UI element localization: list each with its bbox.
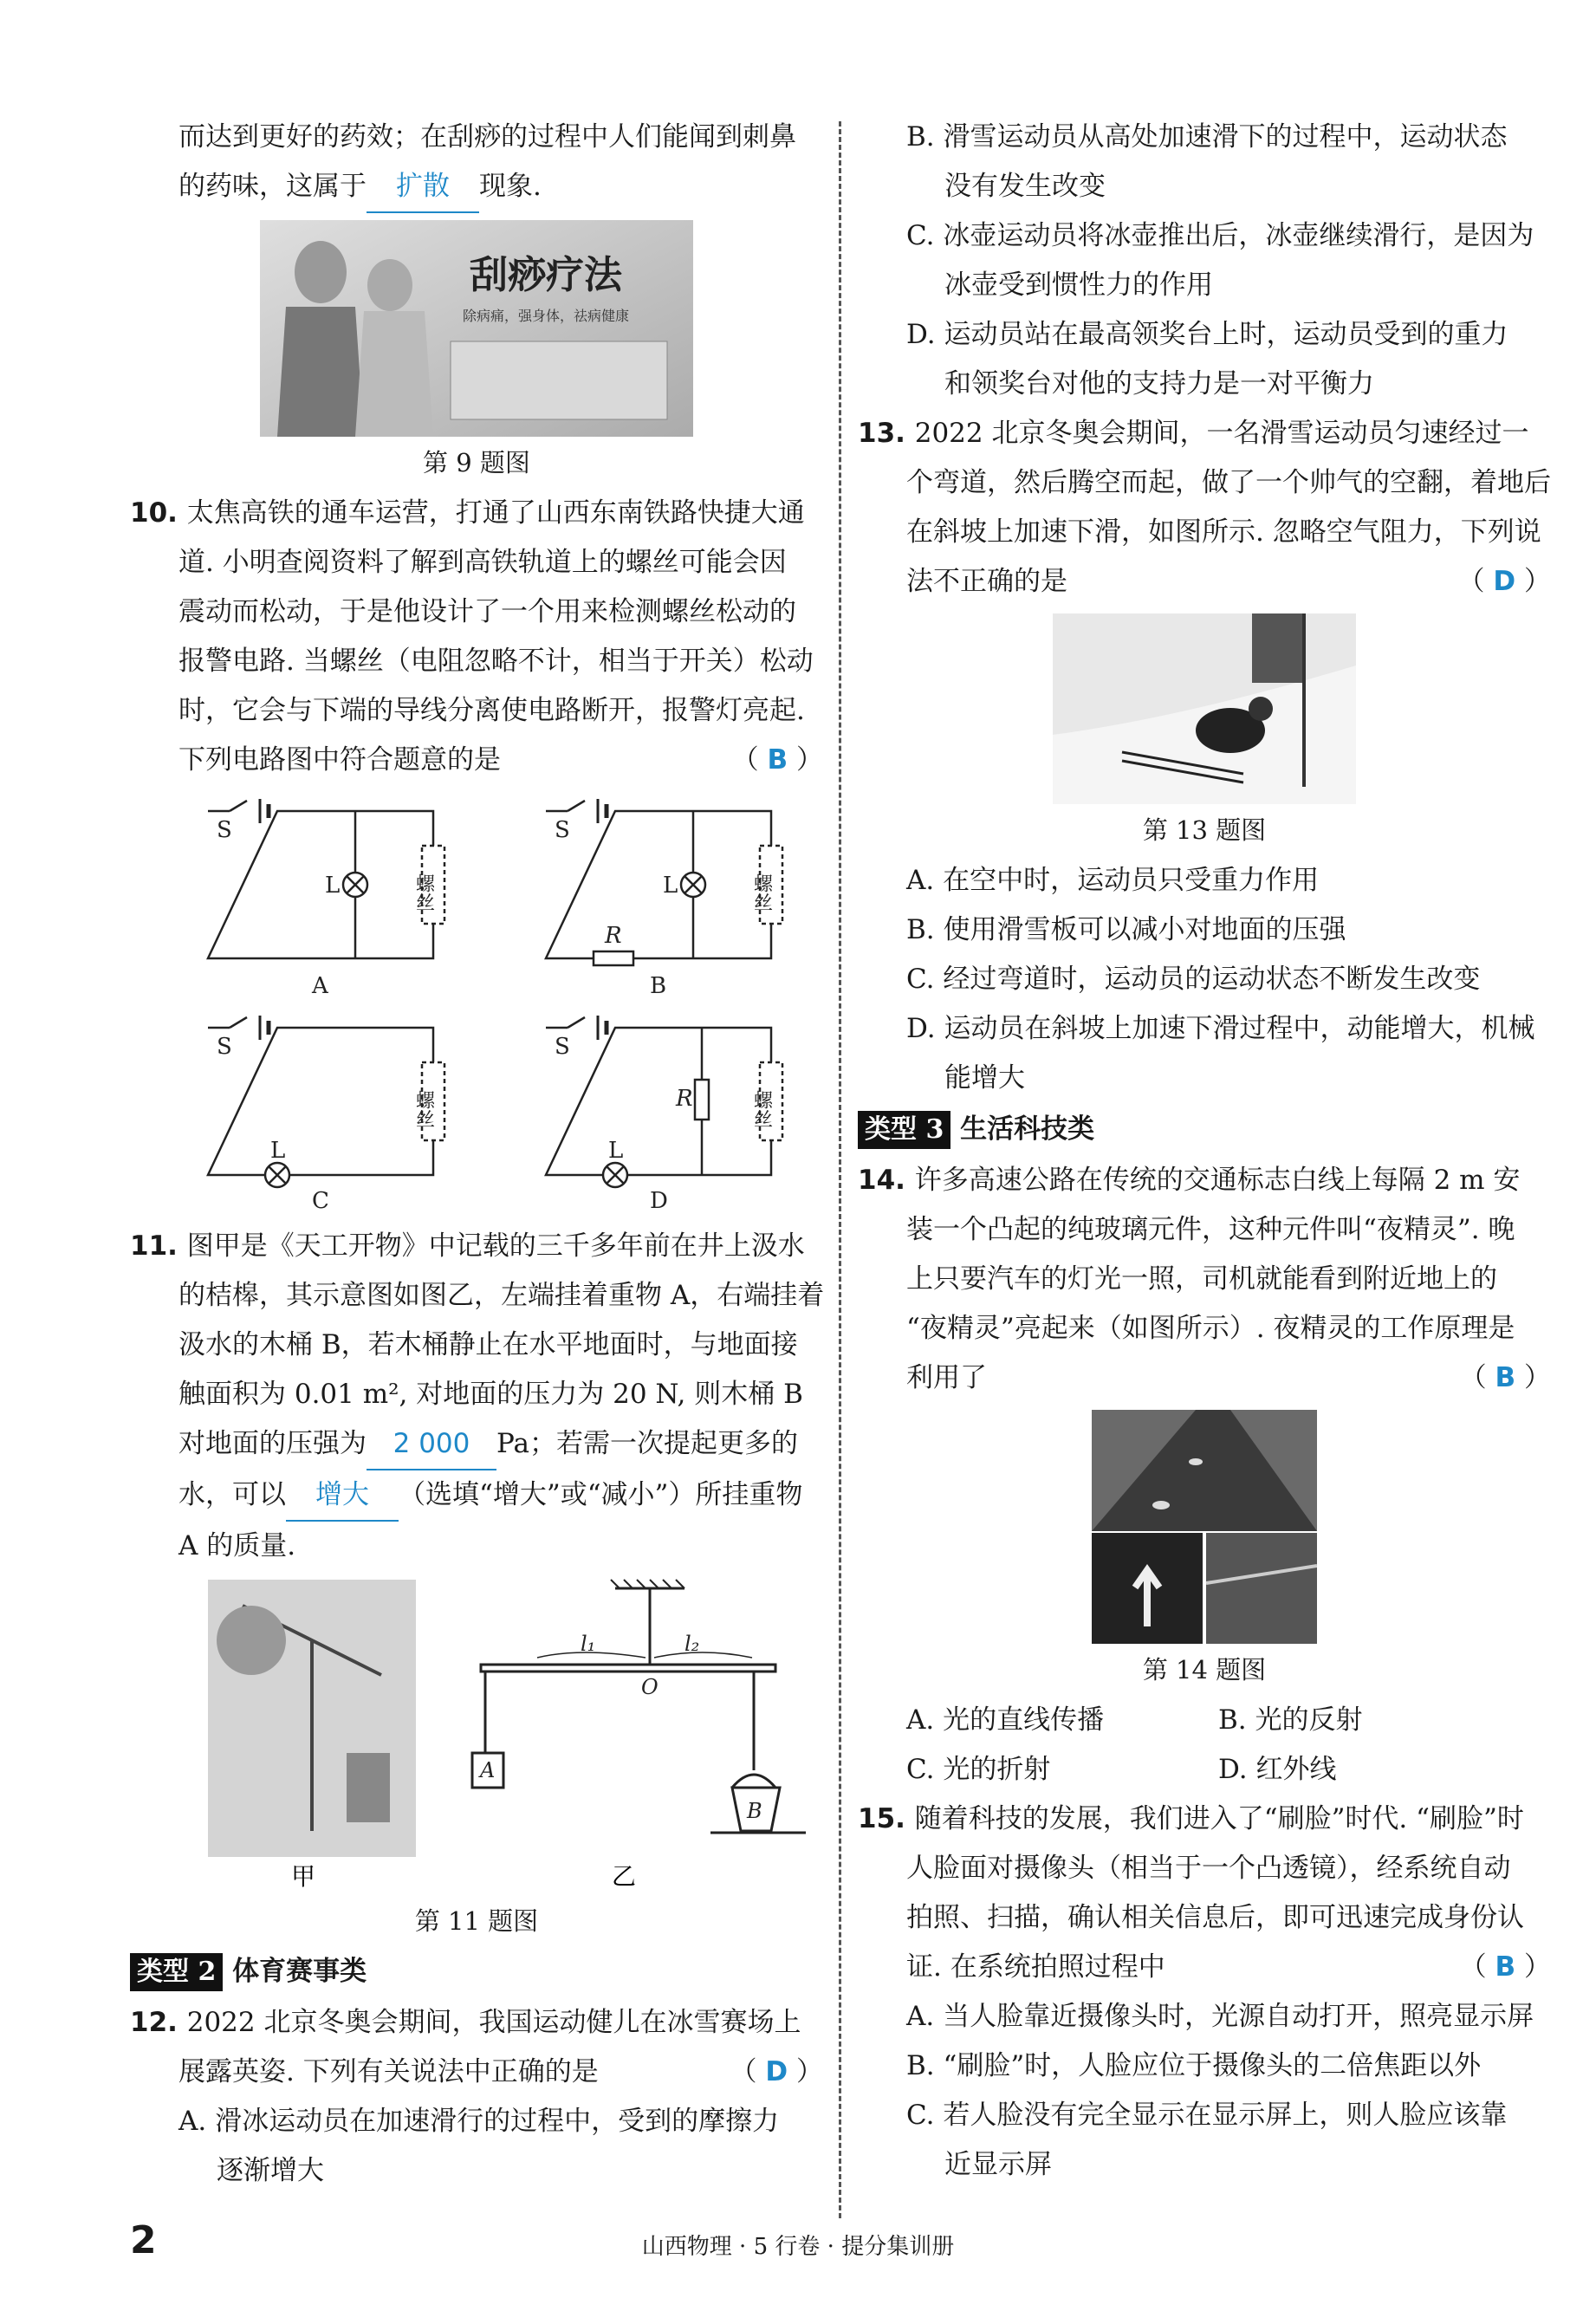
q12-line: 12. 2022 北京冬奥会期间，我国运动健儿在冰雪赛场上 — [130, 2007, 801, 2038]
q14-option-d: D. 红外线 — [1218, 1754, 1337, 1785]
q15-option-b: B. “刷脸”时，人脸应位于摄像头的二倍焦距以外 — [906, 2050, 1482, 2081]
q11-text-7: A 的质量. — [178, 1530, 296, 1561]
q14-answer: （ B ） — [1459, 1362, 1551, 1393]
figure-patient-head — [367, 259, 412, 311]
q11-figure — [130, 1571, 823, 1892]
circuit-c-switch-label: S — [217, 1034, 232, 1060]
q15-option-c: C. 若人脸没有完全显示在显示屏上，则人脸应该靠 — [906, 2100, 1508, 2131]
section-type-3 — [858, 1105, 1551, 1154]
q13-option-c: C. 经过弯道时，运动员的运动状态不断发生改变 — [906, 964, 1481, 995]
q13-text-4: 法不正确的是 （ D ） — [858, 557, 1551, 607]
q13-answer: （ D ） — [1457, 566, 1551, 597]
right-column — [858, 113, 1551, 2190]
left-column — [130, 113, 823, 2196]
q15-line: 15. 随着科技的发展，我们进入了“刷脸”时代. “刷脸”时 — [858, 1803, 1524, 1834]
q12-option-d-cont: 和领奖台对他的支持力是一对平衡力 — [944, 368, 1374, 399]
q15-text-4: 证. 在系统拍照过程中 （ B ） — [858, 1943, 1551, 1992]
circuit-d-switch-label: S — [555, 1034, 570, 1060]
circuit-d — [546, 1016, 782, 1187]
q14-text-5: 利用了 （ B ） — [858, 1354, 1551, 1403]
q9-answer-blank: 扩散 — [367, 162, 479, 213]
q13-option-d: D. 运动员在斜坡上加速下滑过程中，动能增大，机械 — [906, 1013, 1535, 1044]
q13-option-a: A. 在空中时，运动员只受重力作用 — [906, 865, 1320, 896]
q12-option-d: D. 运动员站在最高领奖台上时，运动员受到的重力 — [906, 319, 1508, 350]
q14-options-row-2 — [858, 1745, 1551, 1795]
q13-line: 13. 2022 北京冬奥会期间，一名滑雪运动员匀速经过一 — [858, 418, 1529, 449]
circuit-d-option: D — [650, 1188, 668, 1210]
q15-option-c-cont: 近显示屏 — [944, 2149, 1052, 2180]
q9-line2-pre: 的药味，这属于 — [178, 171, 367, 202]
q10-text-3: 震动而松动，于是他设计了一个用来检测螺丝松动的 — [178, 596, 796, 627]
q11-text-6: 水，可以 增大 （选填“增大”或“减小”）所挂重物 — [130, 1470, 823, 1522]
q9-line2 — [130, 162, 823, 213]
q13-skier-photo — [1053, 613, 1356, 804]
q15-number: 15 — [858, 1803, 896, 1834]
q14-option-a: A. 光的直线传播 — [906, 1704, 1105, 1736]
q11-pivot-label: O — [641, 1675, 659, 1699]
section-type-2 — [130, 1947, 823, 1996]
figure-text-block — [451, 341, 667, 419]
q11-text-3: 汲水的木桶 B，若木桶静止在水平地面时，与地面接 — [178, 1329, 798, 1360]
q11-line: 11. 图甲是《天工开物》中记载的三千多年前在井上汲水 — [130, 1230, 805, 1262]
circuit-d-resistor-label: R — [676, 1086, 693, 1112]
q11-jia-caption: 甲 — [290, 1862, 316, 1891]
q13-text-2: 个弯道，然后腾空而起，做了一个帅气的空翻，着地后 — [906, 467, 1551, 498]
circuit-b-option: B — [650, 973, 667, 999]
q10-text-4: 报警电路. 当螺丝（电阻忽略不计，相当于开关）松动 — [178, 646, 814, 677]
q15-text-2: 人脸面对摄像头（相当于一个凸透镜），经系统自动 — [906, 1853, 1511, 1884]
q9-line1: 而达到更好的药效；在刮痧的过程中人们能闻到刺鼻 — [178, 121, 796, 153]
figure-person-head — [295, 241, 347, 303]
circuit-c-option: C — [312, 1188, 329, 1210]
q9-figure-subtitle: 除病痛，强身体，祛病健康 — [462, 308, 630, 324]
gate-flag — [1252, 613, 1304, 683]
q9-caption: 第 9 题图 — [423, 448, 530, 477]
q12-option-b-cont: 没有发生改变 — [944, 171, 1106, 202]
q11-weight-a-label: A — [480, 1758, 496, 1782]
circuit-b-screw-label: 螺丝 — [750, 873, 773, 912]
q10-text-5: 时，它会与下端的导线分离使电路断开，报警灯亮起. — [178, 695, 805, 726]
q11-l1-label: l₁ — [581, 1632, 596, 1656]
section-3-badge: 类型 3 — [858, 1111, 950, 1149]
q14-options-row-1 — [858, 1696, 1551, 1745]
q11-caption: 第 11 题图 — [414, 1906, 539, 1936]
footer-title: 山西物理 · 5 行卷 · 提分集训册 — [641, 2234, 955, 2260]
circuit-b-lamp-label: L — [663, 873, 678, 899]
section-3-title: 生活科技类 — [960, 1113, 1095, 1145]
q15-text-3: 拍照、扫描，确认相关信息后，即可迅速完成身份认 — [906, 1902, 1524, 1933]
q11-answer-blank-2: 增大 — [286, 1470, 399, 1522]
circuit-b-switch-label: S — [555, 817, 570, 843]
q12-option-b: B. 滑雪运动员从高处加速滑下的过程中，运动状态 — [906, 121, 1508, 153]
q14-option-c: C. 光的折射 — [906, 1754, 1051, 1785]
q10-answer: （ B ） — [731, 744, 823, 776]
q12-number: 12 — [130, 2007, 168, 2038]
q14-text-4: “夜精灵”亮起来（如图所示）. 夜精灵的工作原理是 — [906, 1313, 1515, 1344]
circuit-a-switch-label: S — [217, 817, 232, 843]
q10-circuit-diagrams — [130, 794, 823, 1210]
q13-option-b: B. 使用滑雪板可以减小对地面的压强 — [906, 914, 1346, 945]
q10-line: 10. 太焦高铁的通车运营，打通了山西东南铁路快捷大通 — [130, 497, 805, 529]
q13-number: 13 — [858, 418, 896, 449]
q11-answer-blank-1: 2 000 — [367, 1419, 496, 1470]
q14-road-photo — [1092, 1410, 1317, 1644]
q14-text-3: 上只要汽车的灯光一照，司机就能看到附近地上的 — [906, 1263, 1497, 1295]
q11-number: 11 — [130, 1230, 168, 1262]
q10-text-1: 太焦高铁的通车运营，打通了山西东南铁路快捷大通 — [186, 497, 805, 529]
figure-person-body — [277, 307, 364, 437]
q10-text-2: 道. 小明查阅资料了解到高铁轨道上的螺丝可能会因 — [178, 547, 787, 578]
q14-option-b: B. 光的反射 — [1218, 1704, 1363, 1736]
q13-option-d-cont: 能增大 — [944, 1062, 1025, 1094]
q14-number: 14 — [858, 1165, 896, 1196]
q12-option-a: A. 滑冰运动员在加速滑行的过程中，受到的摩擦力 — [178, 2106, 780, 2137]
q12-option-c-cont: 冰壶受到惯性力的作用 — [944, 269, 1213, 301]
q11-yi-caption: 乙 — [611, 1862, 637, 1891]
circuit-b-resistor-label: R — [605, 923, 622, 949]
q10-number: 10 — [130, 497, 168, 529]
page-number: 2 — [130, 2218, 157, 2262]
figure-patient-back — [355, 311, 433, 437]
q12-option-c: C. 冰壶运动员将冰壶推出后，冰壶继续滑行，是因为 — [906, 220, 1534, 251]
q11-text-5: 对地面的压强为 2 000 Pa；若需一次提起更多的 — [130, 1419, 823, 1470]
q12-option-a-cont: 逐渐增大 — [217, 2155, 324, 2186]
circuit-c-screw-label: 螺丝 — [412, 1090, 435, 1128]
section-2-badge: 类型 2 — [130, 1953, 223, 1991]
q12-answer: （ D ） — [730, 2056, 823, 2087]
q14-caption: 第 14 题图 — [1142, 1655, 1267, 1685]
q9-figure — [260, 220, 693, 437]
q14-line: 14. 许多高速公路在传统的交通标志白线上每隔 2 m 安 — [858, 1165, 1521, 1196]
circuit-a-option: A — [312, 973, 328, 999]
q12-text-2: 展露英姿. 下列有关说法中正确的是 （ D ） — [130, 2048, 823, 2097]
column-divider — [839, 121, 841, 2218]
q9-figure-title: 刮痧疗法 — [470, 253, 622, 297]
q15-answer: （ B ） — [1459, 1951, 1551, 1983]
circuit-a-lamp-label: L — [325, 873, 341, 899]
q15-option-a: A. 当人脸靠近摄像头时，光源自动打开，照亮显示屏 — [906, 2001, 1534, 2032]
circuit-c-lamp-label: L — [270, 1138, 286, 1164]
q10-text-6: 下列电路图中符合题意的是 （ B ） — [130, 736, 823, 785]
section-2-title: 体育赛事类 — [232, 1956, 367, 1987]
q11-l2-label: l₂ — [684, 1632, 700, 1656]
q11-text-4: 触面积为 0.01 m², 对地面的压力为 20 N, 则木桶 B — [178, 1379, 803, 1410]
q14-text-2: 装一个凸起的纯玻璃元件，这种元件叫“夜精灵”. 晚 — [906, 1214, 1515, 1245]
q9-line2-post: 现象. — [479, 171, 542, 202]
circuit-d-lamp-label: L — [608, 1138, 624, 1164]
circuit-a-screw-label: 螺丝 — [412, 873, 435, 912]
q11-bucket-b-label: B — [747, 1799, 762, 1823]
circuit-d-screw-label: 螺丝 — [750, 1090, 773, 1128]
q13-caption: 第 13 题图 — [1142, 815, 1267, 845]
q13-text-3: 在斜坡上加速下滑，如图所示. 忽略空气阻力，下列说 — [906, 516, 1541, 548]
circuit-c — [208, 1016, 444, 1187]
q11-text-2: 的桔槔，其示意图如图乙，左端挂着重物 A，右端挂着 — [178, 1280, 825, 1311]
